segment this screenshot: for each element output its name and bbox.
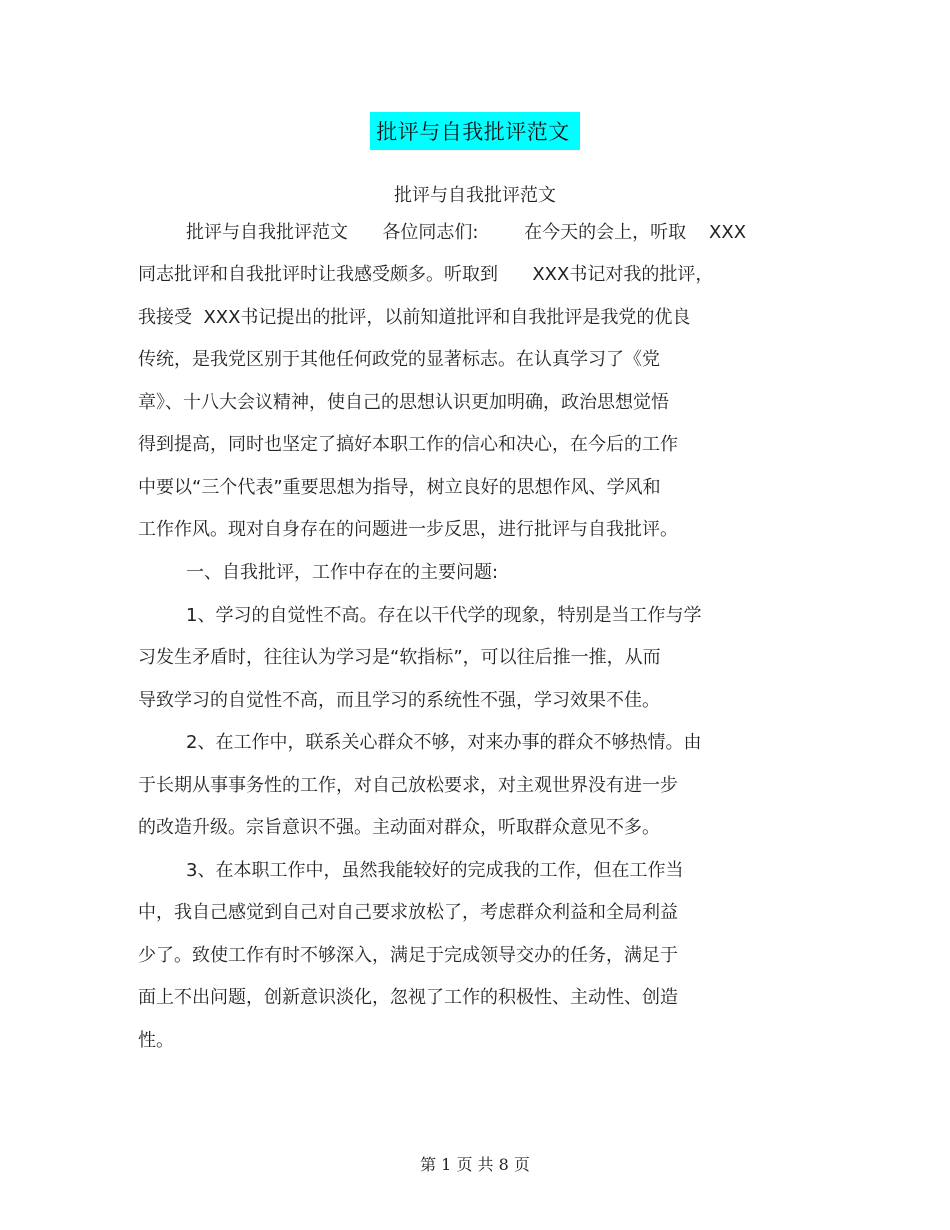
title-container [0,112,950,150]
paragraph-line: 得到提高，同时也坚定了搞好本职工作的信心和决心，在今后的工作 [138,434,678,455]
paragraph-line: 2、在工作中，联系关心群众不够，对来办事的群众不够热情。由 [186,732,702,753]
document-subtitle: 批评与自我批评范文 [394,185,556,206]
paragraph-line: 工作作风。现对自身存在的问题进一步反思，进行批评与自我批评。 [138,519,678,540]
paragraph-line: 3、在本职工作中，虽然我能较好的完成我的工作，但在工作当 [186,860,684,881]
paragraph-line: 我接受 XXX书记提出的批评，以前知道批评和自我批评是我党的优良 [138,307,691,328]
paragraph-line: 同志批评和自我批评时让我感受颇多。听取到 XXX书记对我的批评， [138,264,714,285]
paragraph-line: 中，我自己感觉到自己对自己要求放松了，考虑群众利益和全局利益 [138,902,678,923]
paragraph-line: 批评与自我批评范文 各位同志们: 在今天的会上，听取 XXX [186,222,747,243]
document-title: 批评与自我批评范文 [370,112,580,150]
paragraph-line: 导致学习的自觉性不高，而且学习的系统性不强，学习效果不佳。 [138,690,660,711]
paragraph-line: 性。 [138,1030,174,1051]
paragraph-line: 传统，是我党区别于其他任何政党的显著标志。在认真学习了《党 [138,349,660,370]
section-heading: 一、自我批评，工作中存在的主要问题: [186,562,499,583]
paragraph-line: 的改造升级。宗旨意识不强。主动面对群众，听取群众意见不多。 [138,817,660,838]
paragraph-line: 习发生矛盾时，往往认为学习是“软指标”，可以往后推一推，从而 [138,647,661,668]
paragraph-line: 于长期从事事务性的工作，对自己放松要求，对主观世界没有进一步 [138,775,678,796]
paragraph-line: 少了。致使工作有时不够深入，满足于完成领导交办的任务，满足于 [138,945,678,966]
paragraph-line: 面上不出问题，创新意识淡化，忽视了工作的积极性、主动性、创造 [138,987,678,1008]
page-footer: 第 1 页 共 8 页 [420,1155,530,1174]
paragraph-line: 中要以“三个代表”重要思想为指导，树立良好的思想作风、学风和 [138,477,661,498]
paragraph-line: 1、学习的自觉性不高。存在以干代学的现象，特别是当工作与学 [186,605,702,626]
paragraph-line: 章》、十八大会议精神，使自己的思想认识更加明确，政治思想觉悟 [138,392,669,413]
